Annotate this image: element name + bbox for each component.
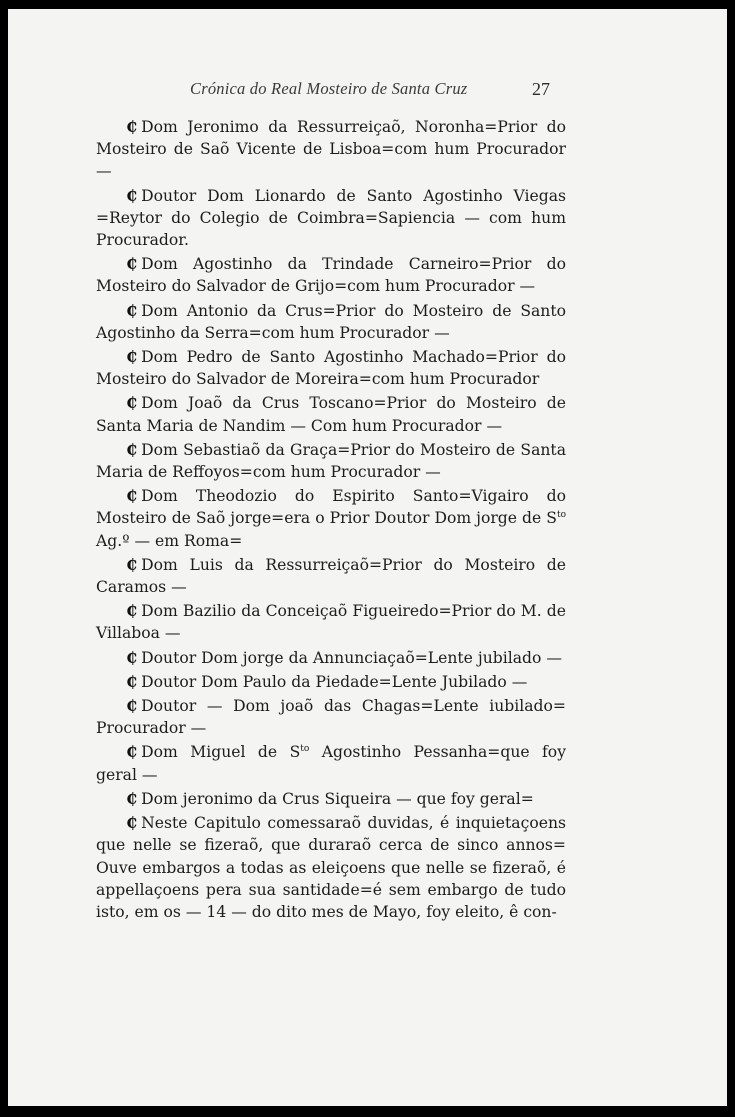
page-header — [8, 79, 727, 103]
entry: ₵ Dom Miguel de $S^{to}$ Agostinho Pessanha=que foy geral — — [96, 742, 566, 784]
entry: ₵ Doutor Dom jorge da Annunciaçaõ=Lente jubilado — — [126, 647, 562, 667]
paragraph-mark-icon: ₵ — [126, 254, 138, 274]
entry: ₵ Doutor Dom Lionardo de Santo Agostinho Viegas =Reytor do Colegio de Coimbra=Sapiencia — com hum Procurador. — [96, 185, 566, 250]
entry: ₵ Dom Bazilio da Conceiçaõ Figueiredo=Prior do M. de Villaboa — — [96, 601, 566, 643]
running-title: Crónica do Real Mosteiro de Santa Cruz — [190, 79, 468, 98]
entry: ₵ Dom Joaõ da Crus Toscano=Prior do Mosteiro de Santa Maria de Nandim — Com hum Procurador — — [96, 393, 566, 435]
paragraph-mark-icon: ₵ — [126, 486, 138, 506]
paragraph-mark-icon: ₵ — [126, 813, 138, 833]
paragraph-mark-icon: ₵ — [126, 788, 138, 808]
paragraph-mark-icon: ₵ — [126, 439, 138, 459]
entry: ₵ Dom Agostinho da Trindade Carneiro=Prior do Mosteiro do Salvador de Grijo=com hum Procurador — — [96, 254, 566, 296]
paragraph-mark-icon: ₵ — [126, 671, 138, 691]
paragraph-mark-icon: ₵ — [126, 117, 138, 136]
entry: ₵ Doutor Dom Paulo da Piedade=Lente Jubilado — — [126, 671, 528, 691]
paragraph-mark-icon: ₵ — [126, 696, 138, 716]
paragraph-mark-icon: ₵ — [126, 742, 138, 762]
entry: ₵ Dom Theodozio do Espirito Santo=Vigairo do Mosteiro de Saõ jorge=era o Prior Doutor Dom jorge de $S^{to}$ Ag.º — em Roma= — [96, 486, 566, 550]
entry: ₵ Dom Luis da Ressurreiçaõ=Prior do Mosteiro de Caramos — — [96, 554, 566, 597]
entry: ₵ Neste Capitulo comessaraõ duvidas, é inquietaçoens que nelle se fizeraõ, que duraraõ cerca de sinco annos= Ouve embargos a todas as eleiçoens que nelle se fizeraõ, é appellaçoens pera sua santidade=é sem embargo de tudo isto, em os — 14 — do dito mes de Mayo, foy eleito, ê con- — [96, 813, 566, 921]
page-number: 27 — [532, 79, 550, 99]
paragraph-mark-icon: ₵ — [126, 647, 138, 667]
entry: ₵ Dom Pedro de Santo Agostinho Machado=Prior do Mosteiro do Salvador de Moreira=com hum Procurador — [96, 347, 566, 389]
entry: ₵ Dom Jeronimo da Ressurreiçaõ, Noronha=Prior do Mosteiro de Saõ Vicente de Lisboa=com hum Procurador — — [96, 117, 566, 181]
paragraph-mark-icon: ₵ — [126, 185, 138, 205]
entry: ₵ Doutor — Dom joaõ das Chagas=Lente iubilado= Procurador — — [96, 696, 566, 738]
page-body — [96, 116, 566, 925]
paragraph-mark-icon: ₵ — [126, 347, 138, 367]
paragraph-mark-icon: ₵ — [126, 300, 138, 320]
paragraph-mark-icon: ₵ — [126, 393, 138, 413]
paragraph-mark-icon: ₵ — [126, 601, 138, 621]
entry: ₵ Dom jeronimo da Crus Siqueira — que foy geral= — [126, 788, 534, 808]
entry: ₵ Dom Sebastiaõ da Graça=Prior do Mosteiro de Santa Maria de Reffoyos=com hum Procurador — — [96, 439, 566, 482]
paragraph-mark-icon: ₵ — [126, 554, 138, 574]
entry: ₵ Dom Antonio da Crus=Prior do Mosteiro de Santo Agostinho da Serra=com hum Procurador — — [96, 300, 566, 342]
